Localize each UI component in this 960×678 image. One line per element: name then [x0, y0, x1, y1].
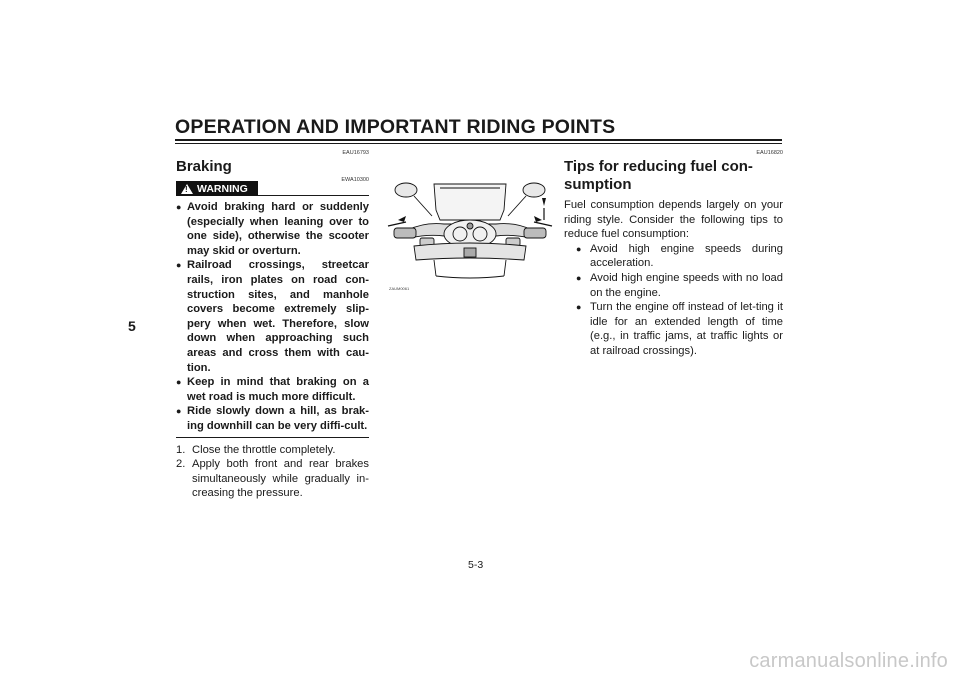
- fuel-tips-list: [564, 242, 783, 359]
- tip-item: ● Turn the engine off instead of let-ting it idle for an extended length of time (e.g., in traffic jams, at traffic lights or at railroad crossings).: [576, 300, 783, 358]
- warning-item: ● Avoid braking hard or suddenly (especially when leaning over to one side), otherwise the scooter may skid or overturn.: [176, 200, 369, 258]
- watermark: carmanualsonline.info: [749, 650, 948, 672]
- scooter-handlebar-illustration: [384, 176, 556, 296]
- warning-item: ● Railroad crossings, streetcar rails, iron plates on road con-struction sites, and manhole covers become extremely slip-pery when wet. Therefore, slow down when approaching such areas and cross them with cau-tion.: [176, 258, 369, 375]
- fuel-intro: Fuel consumption depends largely on your riding style. Consider the following tips to reduce fuel consumption:: [564, 199, 783, 241]
- warning-rule: [258, 195, 369, 196]
- step-item: [176, 457, 369, 501]
- warning-code: EWA10300: [341, 177, 369, 183]
- tip-item: ● Avoid high engine speeds with no load on the engine.: [576, 271, 783, 300]
- warning-item: ● Ride slowly down a hill, as brak-ing downhill can be very diffi-cult.: [176, 404, 369, 433]
- chapter-tab: 5: [128, 318, 136, 334]
- step-number: 2.: [176, 458, 186, 471]
- step-text: Apply both front and rear brakes simultaneously while gradually in-creasing the pressure.: [192, 458, 369, 500]
- section-title-fuel: Tips for reducing fuel con-sumption: [564, 158, 753, 193]
- warning-end-rule: [176, 437, 369, 438]
- tip-item: ● Avoid high engine speeds during acceleration.: [576, 242, 783, 271]
- section-code: EAU16820: [756, 150, 783, 156]
- braking-steps: [176, 443, 369, 501]
- header-rule: [175, 139, 782, 141]
- section-title-braking: Braking: [176, 158, 232, 175]
- warning-header: [176, 179, 369, 197]
- step-text: Close the throttle completely.: [192, 443, 336, 456]
- step-item: [176, 443, 369, 458]
- warning-label-text: WARNING: [197, 182, 248, 195]
- fuel-tips-section: [564, 150, 783, 359]
- warning-triangle-icon: [181, 184, 193, 194]
- warning-list: [176, 200, 369, 434]
- page-number: 5-3: [468, 559, 484, 571]
- header-rule-thin: [175, 143, 782, 144]
- page-header-title: OPERATION AND IMPORTANT RIDING POINTS: [175, 116, 616, 138]
- step-number: 1.: [176, 443, 186, 456]
- warning-item: ● Keep in mind that braking on a wet road is much more difficult.: [176, 375, 369, 404]
- section-code: EAU16793: [342, 150, 369, 156]
- illustration-code: ZAUM0061: [389, 286, 410, 291]
- warning-label: [176, 181, 258, 196]
- braking-section: [176, 150, 369, 501]
